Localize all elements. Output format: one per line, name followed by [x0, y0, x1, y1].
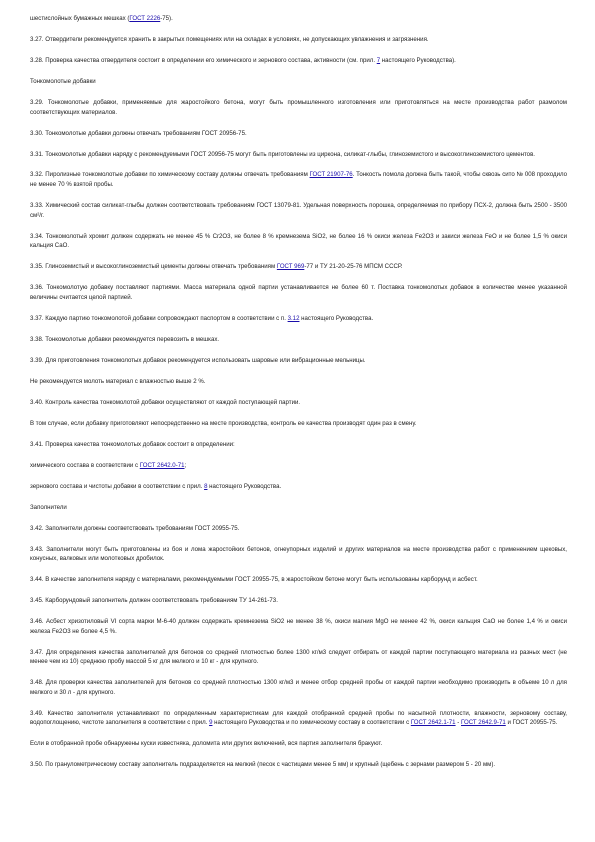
reference-link[interactable]: ГОСТ 2226 [129, 15, 161, 22]
paragraph-text: -75). [160, 15, 173, 22]
paragraph [30, 545, 567, 564]
paragraph [30, 440, 567, 450]
paragraph-text: 3.29. Тонкомолотые добавки, применяемые для жаростойкого бетона, могут быть промышленного изготовления или приготовляться на месте производства работ размолом соответствующих материалов. [30, 98, 567, 116]
reference-link[interactable]: ГОСТ 2642.0-71 [139, 461, 185, 469]
paragraph [30, 419, 567, 429]
paragraph-text: . Тонкость помола должна быть такой, чтобы сквозь сито № 008 проходило не менее 70 % взятой пробы. [30, 171, 567, 189]
paragraph-text: 3.48. Для проверки качества заполнителей для бетонов со средней плотностью 1300 кг/м3 и менее отбор средней пробы от каждой партии необходимо производить в объеме 10 л для мелкого и 30 л - для крупного. [30, 679, 567, 696]
paragraph-text: 3.38. Тонкомолотые добавки рекомендуется перевозить в мешках. [30, 335, 220, 343]
paragraph [30, 482, 567, 492]
paragraph [30, 596, 567, 606]
paragraph-text: 3.39. Для приготовления тонкомолотых добавок рекомендуется использовать шаровые или вибрационные мельницы. [30, 356, 366, 364]
reference-link[interactable]: ГОСТ 969 [276, 263, 305, 271]
paragraph [30, 524, 567, 534]
paragraph [30, 398, 567, 408]
reference-link[interactable]: 8 [204, 482, 208, 490]
paragraph-text: настоящего Руководства. [207, 482, 282, 490]
paragraph [30, 739, 567, 749]
reference-link[interactable]: ГОСТ 21907-76 [309, 171, 353, 179]
paragraph [30, 56, 567, 66]
document-body [30, 14, 567, 781]
paragraph-text: -77 и ТУ 21-20-25-76 МПСМ СССР. [304, 263, 403, 271]
paragraph-text: настоящего Руководства). [380, 56, 456, 64]
paragraph [30, 232, 567, 251]
section-heading [30, 77, 567, 87]
paragraph [30, 335, 567, 345]
paragraph [30, 617, 567, 636]
paragraph-text: В том случае, если добавку приготовляют непосредственно на месте производства, контроль ее качества производят один раз в смену. [30, 419, 417, 427]
paragraph [30, 283, 567, 302]
reference-link[interactable]: 3.12 [287, 314, 300, 322]
paragraph-text: 3.36. Тонкомолотую добавку поставляют партиями. Масса материала одной партии устанавливается не более 60 т. Поставка тонкомолотых добавок в количестве менее указанной величины считается целой партией. [30, 284, 567, 301]
paragraph-text: 3.31. Тонкомолотые добавки наряду с рекомендуемыми ГОСТ 20956-75 могут быть приготовлены из циркона, силикат-глыбы, глиноземистого и высокоглиноземистого цементов. [30, 150, 535, 158]
paragraph [30, 377, 567, 387]
paragraph [30, 129, 567, 139]
paragraph-text: 3.44. В качестве заполнителя наряду с материалами, рекомендуемыми ГОСТ 20955-75, в жаростойком бетоне могут быть использованы карборунд и асбест. [30, 576, 478, 584]
paragraph-text: зернового состава и чистоты добавки в соответствии с прил. [30, 482, 205, 490]
reference-link[interactable]: 7 [376, 56, 381, 64]
paragraph [30, 201, 567, 220]
paragraph-text: настоящего Руководства и по химическому составу в соответствии с [212, 719, 411, 727]
paragraph [30, 14, 567, 24]
paragraph-text: 3.45. Карборундовый заполнитель должен соответствовать требованиям ТУ 14-261-73. [30, 597, 278, 605]
paragraph-text: 3.42. Заполнители должны соответствовать требованиям ГОСТ 20955-75. [30, 524, 240, 532]
paragraph-text: 3.30. Тонкомолотые добавки должны отвечать требованиям ГОСТ 20956-75. [30, 129, 247, 137]
paragraph-text: 3.33. Химический состав силикат-глыбы должен соответствовать требованиям ГОСТ 13079-81. Удельная поверхность порошка, определяемая по прибору ПСХ-2, должна быть 2500 - 3500 см²/г. [30, 202, 567, 219]
paragraph [30, 262, 567, 272]
paragraph-text: настоящего Руководства. [299, 314, 374, 322]
paragraph-text: 3.47. Для определения качества заполнителей для бетонов со средней плотностью более 1300 кг/м3 следует отбирать от каждой партии поступающего материала из разных мест (не менее чем из 10) среднюю пробу массой 5 кг для мелкого и 10 кг - для крупного. [30, 648, 567, 666]
paragraph-text: 3.43. Заполнители могут быть приготовлены из боя и лома жаростойких бетонов, огнеупорных изделий и других материалов на месте производства работ с применением щековых, конусных, валковых или молотковых дробилок. [30, 545, 567, 563]
paragraph-text: 3.28. Проверка качества отвердителя состоит в определении его химического и зернового состава, активности (см. прил. [30, 56, 377, 64]
paragraph-text: Заполнители [30, 503, 67, 511]
paragraph-text: 3.40. Контроль качества тонкомолотой добавки осуществляют от каждой поступающей партии. [30, 398, 301, 406]
reference-link[interactable]: 9 [209, 719, 213, 727]
paragraph [30, 314, 567, 324]
paragraph-text: 3.49. Качество заполнителя устанавливают по определенным характеристикам для каждой отобранной средней пробы по насыпной плотности, влажности, зерновому составу, водопоглощению, чистоте заполнителя в соответствии с прил. [30, 709, 567, 727]
paragraph-text: 3.46. Асбест хризотиловый VI сорта марки М-6-40 должен содержать кремнезема SiO2 не менее 38 %, окиси магния MgO не менее 42 %, окиси кальция CaO не более 1,4 % и окиси железа Fe2O3 не более 4,5 %. [30, 618, 567, 635]
section-heading [30, 503, 567, 513]
paragraph-text: ; [184, 461, 187, 469]
paragraph [30, 575, 567, 585]
paragraph-text: 3.34. Тонкомолотый хромит должен содержать не менее 45 % Cr2O3, не более 8 % кремнезема SiO2, не более 16 % окиси железа Fe2O3 и закиси железа FeO и не более 1,5 % окиси кальция CaO. [30, 232, 567, 250]
paragraph [30, 170, 567, 189]
reference-link[interactable]: ГОСТ 2642.1-71 [410, 719, 456, 727]
paragraph-text: 3.35. Глиноземистый и высокоглиноземистый цементы должны отвечать требованиям [30, 263, 277, 271]
paragraph-text: 3.32. Пиролизные тонкомолотые добавки по химическому составу должны отвечать требованиям [30, 171, 310, 179]
paragraph-text: 3.27. Отвердители рекомендуется хранить в закрытых помещениях или на складах в условиях, не допускающих увлажнения и загрязнения. [30, 35, 429, 43]
paragraph-text: 3.41. Проверка качества тонкомолотых добавок состоит в определении: [30, 440, 235, 448]
paragraph [30, 760, 567, 770]
paragraph-text: Не рекомендуется молоть материал с влажностью выше 2 %. [30, 377, 206, 385]
paragraph [30, 461, 567, 471]
paragraph-text: - [455, 719, 461, 727]
paragraph-text: Тонкомолотые добавки [30, 77, 96, 85]
paragraph [30, 648, 567, 667]
reference-link[interactable]: ГОСТ 2642.9-71 [461, 719, 506, 727]
paragraph [30, 98, 567, 117]
paragraph-text: Если в отобранной пробе обнаружены куски известняка, доломита или других включений, вся партия заполнителя бракуют. [30, 740, 383, 748]
paragraph [30, 150, 567, 160]
paragraph [30, 709, 567, 728]
paragraph [30, 35, 567, 45]
paragraph-text: 3.37. Каждую партию тонкомолотой добавки сопровождают паспортом в соответствии с п. [30, 314, 288, 322]
paragraph [30, 356, 567, 366]
paragraph-text: химического состава в соответствии с [30, 461, 140, 469]
paragraph-text: и ГОСТ 20955-75. [505, 719, 558, 727]
paragraph [30, 678, 567, 697]
paragraph-text: 3.50. По гранулометрическому составу заполнитель подразделяется на мелкий (песок с частицами менее 5 мм) и крупный (щебень с зернами размером 5 - 20 мм). [30, 761, 496, 769]
paragraph-text: шестислойных бумажных мешках ( [30, 15, 130, 22]
